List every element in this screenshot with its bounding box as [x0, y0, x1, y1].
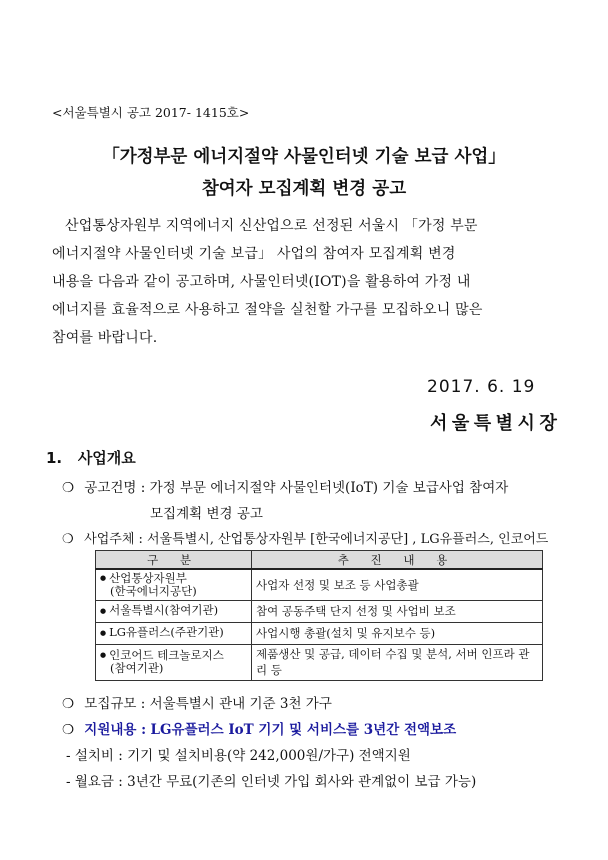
notice-name-row	[62, 476, 508, 496]
org-cell	[96, 569, 252, 600]
org-name: 인코어드 테크놀로지스	[109, 647, 224, 662]
intro-line-4: 에너지를 효율적으로 사용하고 절약을 실천할 가구를 모집하오니 많은	[52, 302, 483, 318]
org-cell	[96, 600, 252, 622]
support-label: 지원내용 :	[84, 722, 147, 738]
bullet-circle-icon: ❍	[62, 532, 74, 547]
bullet-dot-icon: ●	[100, 574, 107, 582]
org-role: (한국에너지공단)	[110, 584, 197, 598]
document-title-line2: 참여자 모집계획 변경 공고	[201, 179, 407, 199]
sub-item-monthly: - 월요금 : 3년간 무료(기존의 인터넷 가입 회사와 관계없이 보급 가능)	[66, 774, 477, 790]
scale-row	[62, 692, 332, 712]
table-header-category: 구 분	[96, 551, 252, 570]
support-row	[62, 718, 456, 738]
bullet-circle-icon: ❍	[62, 722, 75, 738]
intro-line-2: 에너지절약 사물인터넷 기술 보급」 사업의 참여자 모집계획 변경	[52, 246, 456, 262]
section-number: 1.	[46, 449, 63, 467]
org-name: 서울특별시(참여기관)	[109, 603, 219, 618]
table-header-details: 추 진 내 용	[252, 551, 543, 570]
section-title	[46, 447, 136, 468]
organization-table	[95, 550, 543, 681]
org-name: LG유플러스(주관기관)	[109, 625, 224, 640]
org-desc: 사업자 선정 및 보조 등 사업총괄	[252, 569, 543, 600]
intro-line-1: 산업통상자원부 지역에너지 신산업으로 선정된 서울시 「가정 부문	[65, 218, 478, 234]
intro-line-5: 참여를 바랍니다.	[52, 330, 158, 346]
org-desc: 사업시행 총괄(설치 및 유지보수 등)	[252, 622, 543, 644]
bullet-dot-icon: ●	[100, 628, 107, 637]
notice-date: 2017. 6. 19	[427, 377, 536, 397]
org-role: (참여기관)	[110, 661, 164, 676]
org-cell	[96, 644, 252, 680]
section-title-text: 사업개요	[77, 449, 136, 467]
table-row	[96, 622, 543, 644]
operator-value: 서울특별시, 산업통상자원부 [한국에너지공단] , LG유플러스, 인코어드	[147, 532, 549, 547]
bullet-circle-icon: ❍	[62, 696, 75, 712]
bullet-dot-icon: ●	[100, 651, 107, 660]
table-row	[96, 600, 543, 622]
org-cell	[96, 622, 252, 644]
org-name: 산업통상자원부	[109, 570, 187, 585]
sub-item-install: - 설치비 : 기기 및 설치비용(약 242,000원/가구) 전액지원	[66, 748, 411, 764]
support-value: LG유플러스 IoT 기기 및 서비스를 3년간 전액보조	[150, 722, 457, 738]
org-desc: 제품생산 및 공급, 데이터 수집 및 분석, 서버 인프라 관리 등	[252, 644, 543, 680]
intro-line-3: 내용을 다음과 같이 공고하며, 사물인터넷(IOT)을 활용하여 가정 내	[52, 274, 471, 290]
notice-name-label: 공고건명 :	[84, 480, 146, 496]
notice-name-value-line2: 모집계획 변경 공고	[150, 506, 263, 522]
table-row	[96, 569, 543, 600]
table-row	[96, 644, 543, 680]
bullet-dot-icon: ●	[100, 606, 107, 615]
document-title-line1: 「가정부문 에너지절약 사물인터넷 기술 보급 사업」	[102, 147, 506, 167]
operator-row	[62, 528, 548, 547]
operator-label: 사업주체 :	[84, 532, 143, 547]
org-desc: 참여 공동주택 단지 선정 및 사업비 보조	[252, 600, 543, 622]
notice-name-value: 가정 부문 에너지절약 사물인터넷(IoT) 기술 보급사업 참여자	[149, 480, 509, 496]
notice-number: <서울특별시 공고 2017- 1415호>	[52, 105, 250, 120]
scale-label: 모집규모 :	[84, 696, 146, 712]
issuer-name: 서울특별시장	[430, 413, 562, 434]
scale-value: 서울특별시 관내 기준 3천 가구	[149, 696, 332, 712]
bullet-circle-icon: ❍	[62, 480, 75, 496]
table-header-row	[96, 551, 543, 570]
